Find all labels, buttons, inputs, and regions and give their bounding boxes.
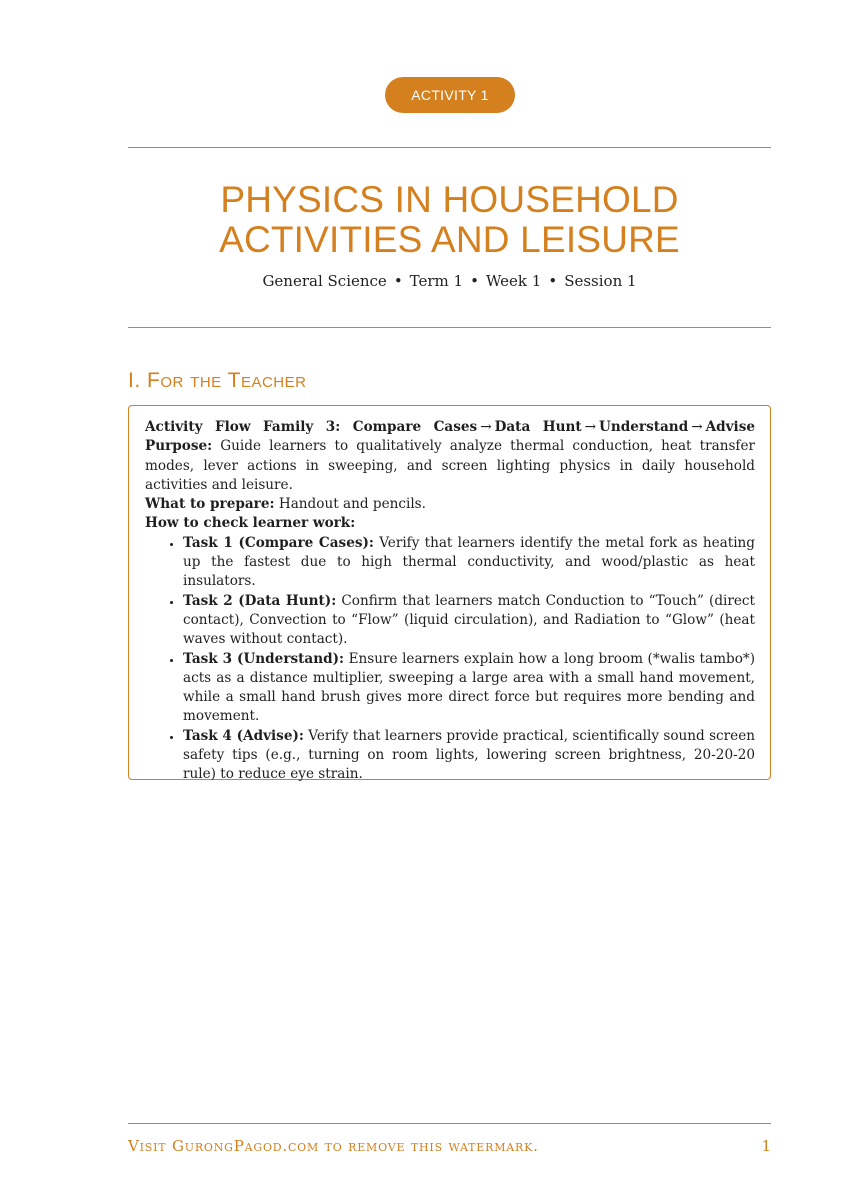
session-meta bbox=[128, 272, 771, 290]
meta-term: Term 1 bbox=[409, 272, 464, 290]
purpose-label: Purpose: bbox=[145, 438, 213, 455]
top-divider bbox=[128, 147, 771, 148]
list-item bbox=[183, 727, 755, 785]
flow-step: Data Hunt bbox=[494, 419, 582, 435]
section-heading: I. For the Teacher bbox=[128, 369, 307, 392]
task-text: Confirm that learners match Conduction to “Touch” (direct contact), Convection to “Flow” (liquid circulation), and Radiation to “Glow” (heat waves without contact). bbox=[183, 592, 755, 648]
list-item bbox=[183, 592, 755, 650]
arrow-icon: → bbox=[480, 419, 492, 435]
page-number: 1 bbox=[761, 1137, 771, 1155]
task-text: Ensure learners explain how a long broom (*walis tambo*) acts as a distance multiplier, sweeping a large area with a small hand movement, while a small hand brush gives more direct force but requires more bending and movement. bbox=[183, 650, 756, 725]
check-label bbox=[145, 514, 755, 533]
prepare-text: Handout and pencils. bbox=[278, 496, 426, 513]
footer-divider bbox=[128, 1123, 771, 1124]
header-divider bbox=[128, 327, 771, 328]
meta-session: Session 1 bbox=[564, 272, 637, 290]
task-text: Verify that learners identify the metal fork as heating up the fastest due to high thermal conductivity, and wood/plastic as heat insulators. bbox=[183, 534, 755, 590]
task-label: Task 4 (Advise): bbox=[183, 727, 304, 744]
task-list bbox=[145, 534, 755, 785]
flow-step: Advise bbox=[705, 419, 756, 435]
meta-subject: General Science bbox=[262, 272, 387, 290]
meta-week: Week 1 bbox=[485, 272, 542, 290]
teacher-notes-box bbox=[128, 405, 771, 783]
list-item bbox=[183, 650, 755, 727]
flow-step: Understand bbox=[599, 419, 689, 435]
page-title: PHYSICS IN HOUSEHOLD ACTIVITIES AND LEISURE bbox=[219, 179, 680, 260]
arrow-icon: → bbox=[691, 419, 703, 435]
meta-separator: • bbox=[548, 272, 558, 290]
purpose-paragraph bbox=[145, 437, 755, 495]
flow-step: Compare Cases bbox=[352, 419, 478, 435]
arrow-icon: → bbox=[584, 419, 597, 435]
meta-separator: • bbox=[470, 272, 479, 290]
check-label-text: How to check learner work: bbox=[145, 515, 356, 532]
task-label: Task 2 (Data Hunt): bbox=[183, 592, 337, 609]
task-text: Verify that learners provide practical, scientifically sound screen safety tips (e.g., turning on room lights, lowering screen brightness, 20-20-20 rule) to reduce eye strain. bbox=[183, 727, 756, 783]
meta-separator: • bbox=[393, 272, 403, 290]
task-label: Task 3 (Understand): bbox=[183, 650, 345, 667]
flow-prefix: Activity Flow Family 3: bbox=[145, 419, 341, 435]
activity-flow-line bbox=[145, 418, 755, 437]
purpose-text: Guide learners to qualitatively analyze thermal conduction, heat transfer modes, lever actions in sweeping, and screen lighting physics in daily household activities and leisure. bbox=[145, 438, 755, 493]
footer-watermark: Visit GurongPagod.com to remove this watermark. bbox=[128, 1137, 539, 1155]
list-item bbox=[183, 534, 755, 592]
prepare-label: What to prepare: bbox=[145, 496, 275, 513]
activity-badge: ACTIVITY 1 bbox=[385, 77, 515, 113]
task-label: Task 1 (Compare Cases): bbox=[183, 534, 374, 551]
prepare-paragraph bbox=[145, 495, 755, 514]
